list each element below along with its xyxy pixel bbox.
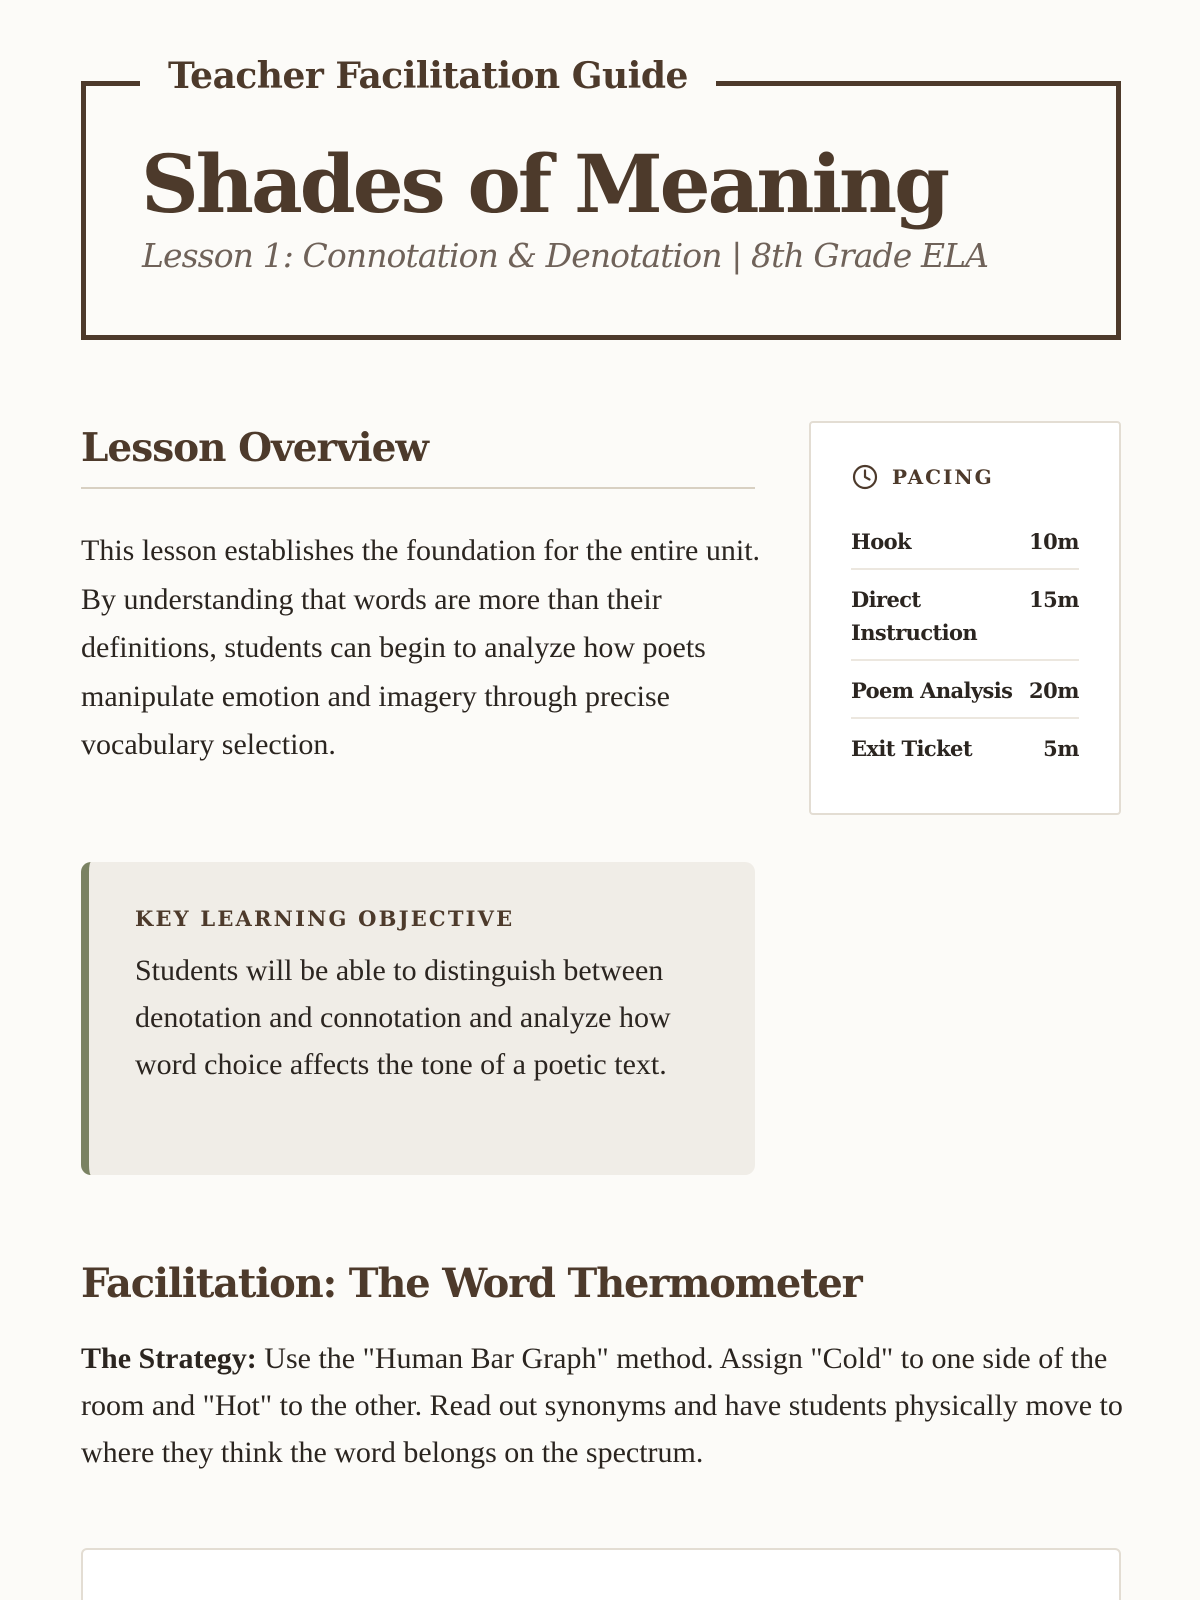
strategy-paragraph	[81, 1335, 1141, 1476]
pacing-activity: Direct Instruction	[851, 587, 978, 645]
pacing-activity: Poem Analysis	[851, 678, 1013, 703]
pacing-row-poem-analysis	[851, 661, 1079, 719]
pacing-duration: 5m	[1043, 736, 1079, 761]
pacing-activity: Exit Ticket	[851, 736, 972, 761]
objective-text: Students will be able to distinguish between denotation and connotation and analyze how word choice affects the tone of a poetic text.	[135, 954, 671, 1081]
strategy-text: Use the "Human Bar Graph" method. Assign "Cold" to one side of the room and "Hot" to the other. Read out synonyms and have students physically move to where they think the word belongs on the spectrum.	[81, 1342, 1123, 1469]
pacing-duration: 10m	[1029, 529, 1079, 554]
pacing-duration: 20m	[1029, 678, 1079, 703]
pacing-row-hook	[851, 519, 1079, 570]
pacing-header	[851, 463, 994, 491]
facilitation-heading: Facilitation: The Word Thermometer	[81, 1260, 862, 1307]
pacing-activity: Hook	[851, 529, 912, 554]
guide-label: Teacher Facilitation Guide	[140, 50, 716, 102]
section-divider	[81, 487, 755, 489]
overview-heading: Lesson Overview	[81, 425, 428, 471]
pacing-label: PACING	[892, 465, 994, 489]
overview-paragraph: This lesson establishes the foundation for the entire unit. By understanding that words are more than their definitions, students can begin to analyze how poets manipulate emotion and imagery through precise vocabulary selection.	[81, 534, 761, 761]
strategy-label: The Strategy:	[81, 1342, 257, 1375]
objective-callout	[81, 862, 755, 1175]
pacing-row-exit-ticket	[851, 719, 1079, 775]
page-title: Shades of Meaning	[141, 137, 948, 231]
prompt-card	[81, 1548, 1121, 1600]
pacing-row-direct-instruction	[851, 570, 1079, 661]
clock-icon	[851, 463, 879, 491]
objective-label: KEY LEARNING OBJECTIVE	[135, 906, 515, 931]
pacing-duration: 15m	[1029, 587, 1079, 612]
pacing-list	[851, 519, 1079, 775]
page-subtitle: Lesson 1: Connotation & Denotation | 8th Grade ELA	[142, 236, 989, 275]
pacing-card	[809, 421, 1121, 815]
